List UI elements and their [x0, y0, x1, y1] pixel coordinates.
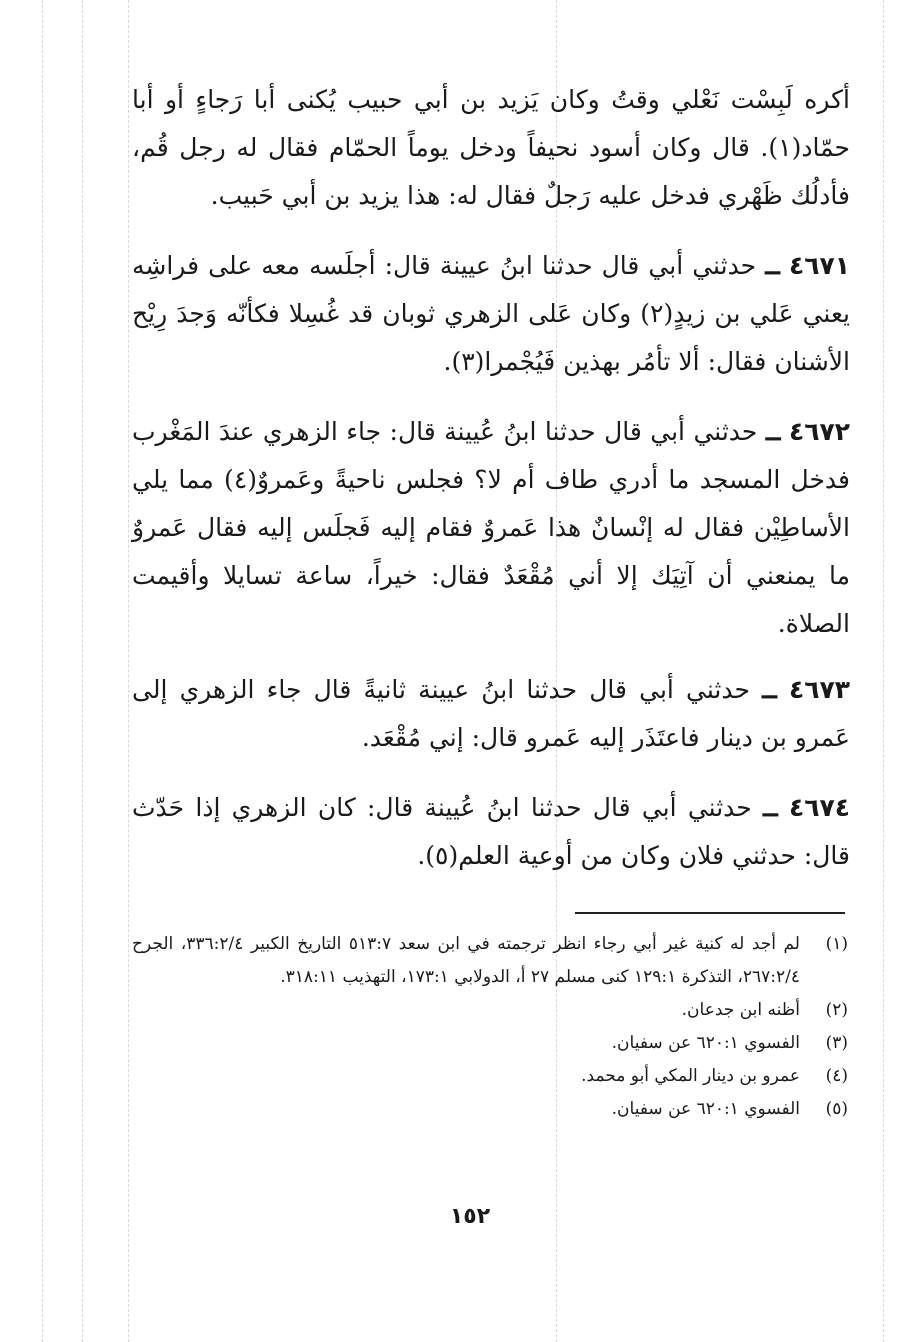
hadith-paragraph [132, 666, 850, 762]
footnote-item [132, 1060, 848, 1093]
footnote-text: الفسوي ٦٢٠:١ عن سفيان. [611, 1099, 800, 1119]
hadith-text: حدثني أبي قال حدثنا ابنُ عيينة قال: أجلَسه معه على فراشِه يعني عَلي بن زيدٍ(٢) وكان عَلى الزهري ثوبان قد غُسِلا فكأنّه وَجدَ رِيْح الأشنان فقال: ألا تأمُر بهذين فَيُجْمرا(٣). [132, 251, 850, 376]
hadith-dash: ــ [765, 251, 780, 280]
scan-artifact-line [128, 0, 129, 1342]
footnote-text: لم أجد له كنية غير أبي رجاء انظر ترجمته في ابن سعد ٥١٣:٧ التاريخ الكبير ٣٣٦:٢/٤، الجرح ٢٦٧:٢/٤، التذكرة ١٢٩:١ كنى مسلم ٢٧ أ، الدولابي ١٧٣:١، التهذيب ٣١٨:١١. [132, 934, 800, 987]
footnotes [132, 928, 848, 1126]
page-number: ١٥٢ [449, 1204, 491, 1229]
footnote-number: (٢) [825, 1000, 848, 1020]
scan-artifact-line [82, 0, 83, 1342]
footnote-separator [575, 912, 845, 914]
hadith-number: ٤٦٧٣ [788, 675, 851, 704]
paragraph-text: أكره لَبِسْت نَعْلي وقتُ وكان يَزيد بن أبي حبيب يُكنى أبا رَجاءٍ أو أبا حمّاد(١). قال وكان أسود نحيفاً ودخل يوماً الحمّام فقال له رجل قُم، فأدلُك ظَهْري فدخل عليه رَجلٌ فقال له: هذا يزيد بن أبي حَبيب. [132, 85, 850, 210]
hadith-entry [132, 666, 850, 762]
scan-artifact-line [42, 0, 43, 1342]
hadith-paragraph [132, 242, 850, 386]
hadith-paragraph [132, 784, 850, 880]
hadith-entry [132, 408, 850, 648]
footnote-text: الفسوي ٦٢٠:١ عن سفيان. [611, 1033, 800, 1053]
hadith-dash: ــ [763, 793, 778, 822]
footnote-number: (٥) [825, 1099, 848, 1119]
footnote-item [132, 928, 848, 994]
footnote-number: (١) [825, 934, 848, 954]
hadith-text: حدثني أبي قال حدثنا ابنُ عُيينة قال: كان الزهري إذا حَدّث قال: حدثني فلان وكان من أوعية العلم(٥). [132, 793, 850, 870]
hadith-dash: ــ [765, 417, 781, 446]
footnote-item [132, 1093, 848, 1126]
hadith-number: ٤٦٧٤ [788, 793, 851, 822]
footnote-item [132, 994, 848, 1027]
hadith-entry [132, 784, 850, 880]
footnote-number: (٣) [825, 1033, 848, 1053]
scan-artifact-line [883, 0, 884, 1342]
hadith-text: حدثني أبي قال حدثنا ابنُ عُيينة قال: جاء الزهري عندَ المَغْرب فدخل المسجد ما أدري طاف أم لا؟ فجلس ناحيةً وعَمروٌ(٤) مما يلي الأساطِيْن فقال له إنْسانٌ هذا عَمروٌ فقام إليه فَجلَس إليه فقال عَمروٌ ما يمنعني أن آتِيَك إلا أني مُقْعَدٌ فقال: خيراً، ساعة تسايلا وأقيمت الصلاة. [132, 417, 850, 638]
footnote-number: (٤) [825, 1066, 848, 1086]
hadith-dash: ــ [762, 675, 777, 704]
footnote-item [132, 1027, 848, 1060]
hadith-number: ٤٦٧٢ [788, 417, 851, 446]
footnote-text: أظنه ابن جدعان. [681, 1000, 800, 1020]
hadith-paragraph [132, 408, 850, 648]
hadith-number: ٤٦٧١ [788, 251, 850, 280]
footnote-text: عمرو بن دينار المكي أبو محمد. [581, 1066, 800, 1086]
hadith-text: حدثني أبي قال حدثنا ابنُ عيينة ثانيةً قال جاء الزهري إلى عَمرو بن دينار فاعتَذَر إليه عَمرو قال: إني مُقْعَد. [132, 675, 850, 752]
hadith-entry [132, 242, 850, 386]
paragraph-continuation [132, 76, 850, 220]
